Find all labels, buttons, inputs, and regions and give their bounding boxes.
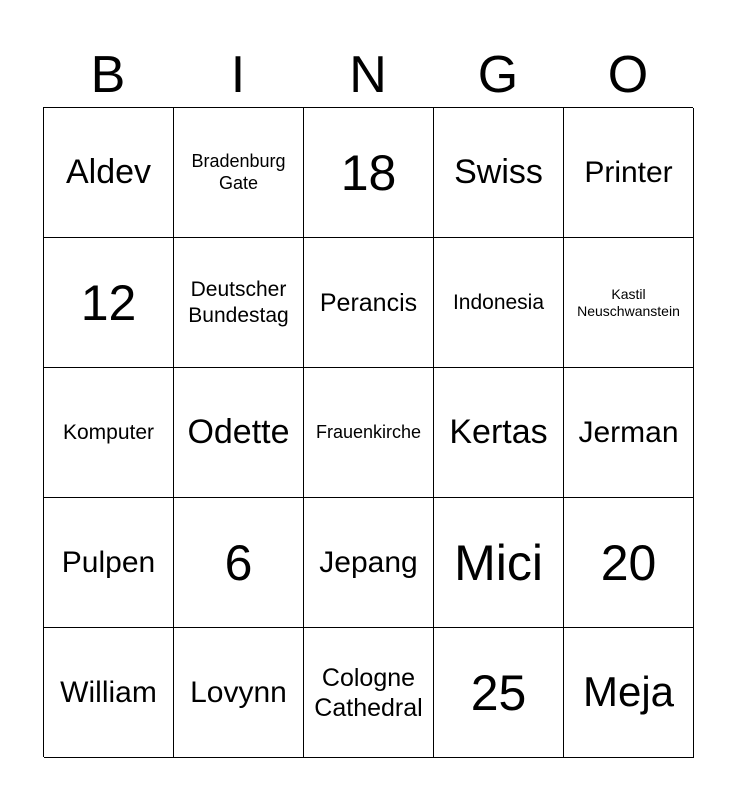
bingo-cell[interactable]: Meja (564, 628, 694, 758)
bingo-cell[interactable]: Pulpen (44, 498, 174, 628)
bingo-cell[interactable]: 20 (564, 498, 694, 628)
bingo-cell[interactable]: Swiss (434, 108, 564, 238)
bingo-cell[interactable]: Komputer (44, 368, 174, 498)
bingo-cell[interactable]: Odette (174, 368, 304, 498)
bingo-cell[interactable]: Cologne Cathedral (304, 628, 434, 758)
bingo-cell[interactable]: Indonesia (434, 238, 564, 368)
bingo-cell[interactable]: 6 (174, 498, 304, 628)
bingo-cell[interactable]: Printer (564, 108, 694, 238)
bingo-cell[interactable]: 12 (44, 238, 174, 368)
bingo-cell[interactable]: Jerman (564, 368, 694, 498)
bingo-cell[interactable]: Bradenburg Gate (174, 108, 304, 238)
bingo-cell[interactable]: Deutscher Bundestag (174, 238, 304, 368)
bingo-cell[interactable]: Aldev (44, 108, 174, 238)
bingo-cell[interactable]: Perancis (304, 238, 434, 368)
header-letter-b: B (90, 46, 126, 104)
bingo-cell[interactable]: 25 (434, 628, 564, 758)
bingo-cell[interactable]: Lovynn (174, 628, 304, 758)
header-letter-n: N (349, 46, 387, 104)
header-letter-g: G (477, 46, 519, 104)
bingo-cell[interactable]: 18 (304, 108, 434, 238)
bingo-cell[interactable]: Kertas (434, 368, 564, 498)
bingo-cell[interactable]: Kastil Neuschwanstein (564, 238, 694, 368)
bingo-cell[interactable]: Mici (434, 498, 564, 628)
bingo-cell[interactable]: Frauenkirche (304, 368, 434, 498)
header-letter-o: O (607, 46, 649, 104)
bingo-header (43, 44, 693, 106)
bingo-cell[interactable]: William (44, 628, 174, 758)
header-letter-i: I (230, 46, 246, 104)
bingo-cell[interactable]: Jepang (304, 498, 434, 628)
bingo-board (43, 107, 693, 757)
